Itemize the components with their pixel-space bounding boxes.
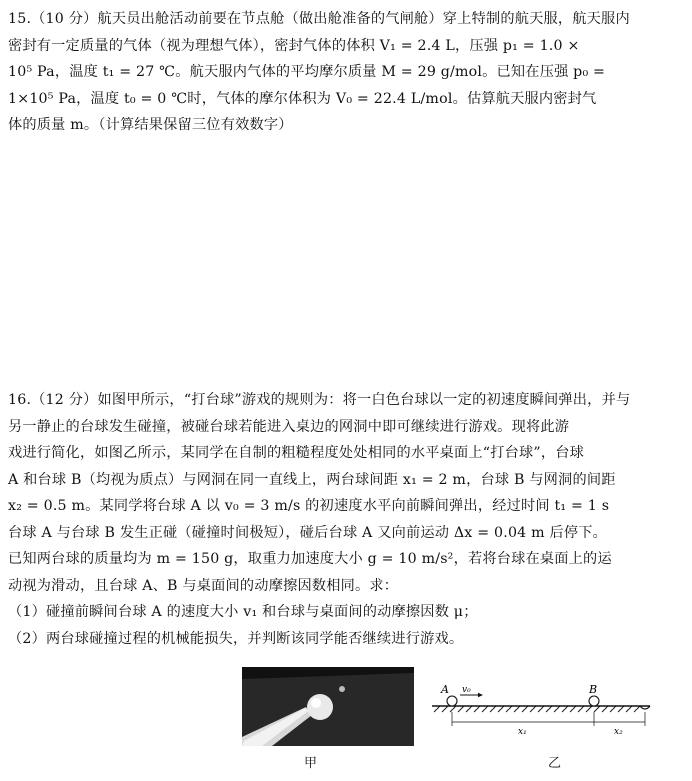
billiard-photo-drawing bbox=[242, 667, 414, 746]
ball-b-label: B bbox=[589, 683, 598, 696]
q15-line: 体的质量 m。（计算结果保留三位有效数字） bbox=[8, 117, 293, 133]
question-16 bbox=[8, 387, 678, 652]
q16-line: 台球 A 与台球 B 发生正碰（碰撞时间极短），碰后台球 A 又向前运动 Δx = 0.04 m 后停下。 bbox=[8, 524, 608, 541]
q15-line: 10⁵ Pa，温度 t₁ = 27 ℃。航天服内气体的平均摩尔质量 M = 29 g/mol。已知在压强 p₀ = bbox=[8, 64, 606, 80]
ball-b bbox=[589, 696, 599, 706]
q16-line: 戏进行简化，如图乙所示，某同学在自制的粗糙程度处处相同的水平桌面上“打台球”，台球 bbox=[8, 445, 585, 461]
q16-line: 另一静止的台球发生碰撞，被碰台球若能进入桌边的网洞中即可继续进行游戏。现将此游 bbox=[8, 418, 570, 435]
q16-subquestion-2: （2）两台球碰撞过程的机械能损失，并判断该同学能否继续进行游戏。 bbox=[8, 630, 464, 647]
question-15 bbox=[8, 6, 678, 139]
arrow-head-icon bbox=[478, 693, 483, 697]
cue-ball bbox=[307, 694, 333, 720]
ball-a bbox=[447, 696, 457, 706]
figure-caption-left: 甲 bbox=[304, 756, 318, 771]
q16-line: 已知两台球的质量均为 m = 150 g，取重力加速度大小 g = 10 m/s²，若将台球在桌面上的运 bbox=[8, 551, 612, 567]
q15-line: 密封有一定质量的气体（视为理想气体），密封气体的体积 V₁ = 2.4 L，压强 p₁ = 1.0 × bbox=[8, 37, 580, 54]
velocity-label: v₀ bbox=[462, 685, 471, 695]
x1-label: x₁ bbox=[518, 727, 527, 737]
q16-subquestion-1: （1）碰撞前瞬间台球 A 的速度大小 v₁ 和台球与桌面间的动摩擦因数 μ； bbox=[8, 604, 478, 620]
q15-line: 1×10⁵ Pa，温度 t₀ = 0 ℃时，气体的摩尔体积为 V₀ = 22.4 L/mol。估算航天服内密封气 bbox=[8, 90, 597, 107]
q16-line: 动视为滑动，且台球 A、B 与桌面间的动摩擦因数相同。求： bbox=[8, 577, 399, 594]
billiard-schematic bbox=[428, 678, 668, 748]
figure-caption-right: 乙 bbox=[548, 756, 562, 771]
billiard-photo bbox=[242, 667, 414, 746]
q15-line: 15.（10 分）航天员出舱活动前要在节点舱（做出舱准备的气闸舱）穿上特制的航天服，航天服内 bbox=[8, 11, 630, 27]
q16-line: x₂ = 0.5 m。某同学将台球 A 以 v₀ = 3 m/s 的初速度水平向前瞬间弹出，经过时间 t₁ = 1 s bbox=[8, 498, 610, 514]
q16-line: A 和台球 B（均视为质点）与网洞在同一直线上，两台球间距 x₁ = 2 m，台球 B 与网洞的间距 bbox=[8, 471, 616, 488]
table-hatching bbox=[434, 706, 640, 712]
q16-line: 16.（12 分）如图甲所示，“打台球”游戏的规则为：将一白色台球以一定的初速度瞬间弹出，并与 bbox=[8, 392, 631, 408]
ball-a-label: A bbox=[441, 683, 449, 696]
x2-label: x₂ bbox=[614, 727, 623, 737]
